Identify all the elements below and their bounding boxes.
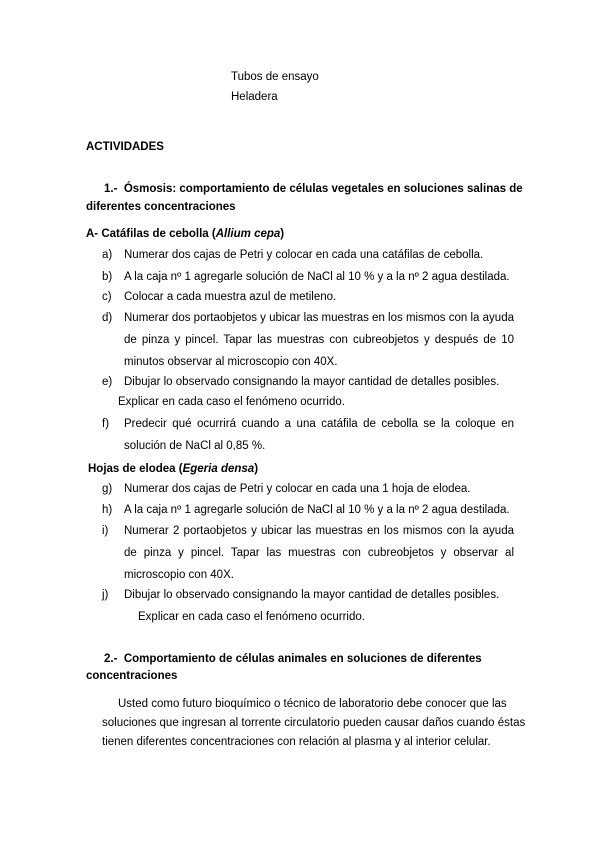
material-item: Heladera [231,91,278,103]
section-2-heading [104,651,482,669]
item-text: A la caja nº 1 agregarle solución de NaCl al 10 % y a la nº 2 agua destilada. [124,504,510,516]
item-label: a) [102,249,113,261]
item-label: f) [102,418,110,430]
item-text: Numerar 2 portaobjetos y ubicar las muestras en los mismos con la ayuda de pinza y pincel. Tapar las muestras con cubreobjetos y observar al microscopio con 40X. [124,525,514,582]
item-text: Dibujar lo observado consignando la mayor cantidad de detalles posibles. [124,376,500,388]
item-label: j) [102,589,109,601]
item-label: e) [102,376,113,388]
paragraph-line: Usted como futuro bioquímico o técnico de laboratorio debe conocer que las [118,698,507,710]
item-label: h) [102,504,113,516]
section-2-heading-cont: concentraciones [86,670,178,682]
section-title: Comportamiento de células animales en soluciones de diferentes [123,653,482,665]
item-text: Colocar a cada muestra azul de metileno. [124,291,337,303]
species-name: Egeria densa [182,463,255,475]
item-label: g) [102,483,113,495]
item-label: c) [102,291,112,303]
section-number: 2.- [104,653,118,665]
item-label: i) [102,525,109,537]
item-text: Predecir qué ocurrirá cuando a una catáfila de cebolla se la coloque en solución de NaCl al 0,85 %. [124,418,514,453]
explain-note: Explicar en cada caso el fenómeno ocurrido. [138,611,365,623]
paragraph-line: soluciones que ingresan al torrente circulatorio pueden causar daños cuando éstas [102,717,526,729]
part-a-heading: A- Catáfilas de cebolla (Allium cepa) [86,228,285,240]
section-1-heading-cont: diferentes concentraciones [86,201,236,213]
species-name: Allium cepa [215,228,281,240]
activities-heading: ACTIVIDADES [86,141,164,153]
section-title: Ósmosis: comportamiento de células vegetales en soluciones salinas de [123,183,523,195]
paragraph-line: tienen diferentes concentraciones con relación al plasma y al interior celular. [102,736,491,748]
item-text: Numerar dos cajas de Petri y colocar en cada una catáfilas de cebolla. [124,249,484,261]
item-text: A la caja nº 1 agregarle solución de NaCl al 10 % y a la nº 2 agua destilada. [124,271,510,283]
item-text: Numerar dos cajas de Petri y colocar en cada una 1 hoja de elodea. [124,483,471,495]
item-label: b) [102,271,113,283]
item-text: Numerar dos portaobjetos y ubicar las muestras en los mismos con la ayuda de pinza y pincel. Tapar las muestras con cubreobjetos y después de 10 minutos observar al microscopio con 40X. [124,312,514,369]
section-1-heading [104,181,523,199]
part-b-heading: Hojas de elodea (Egeria densa) [88,463,259,475]
item-label: d) [102,312,113,324]
explain-note: Explicar en cada caso el fenómeno ocurrido. [118,396,345,408]
section-number: 1.- [104,183,118,195]
item-text: Dibujar lo observado consignando la mayor cantidad de detalles posibles. [124,589,500,601]
material-item: Tubos de ensayo [231,71,319,83]
